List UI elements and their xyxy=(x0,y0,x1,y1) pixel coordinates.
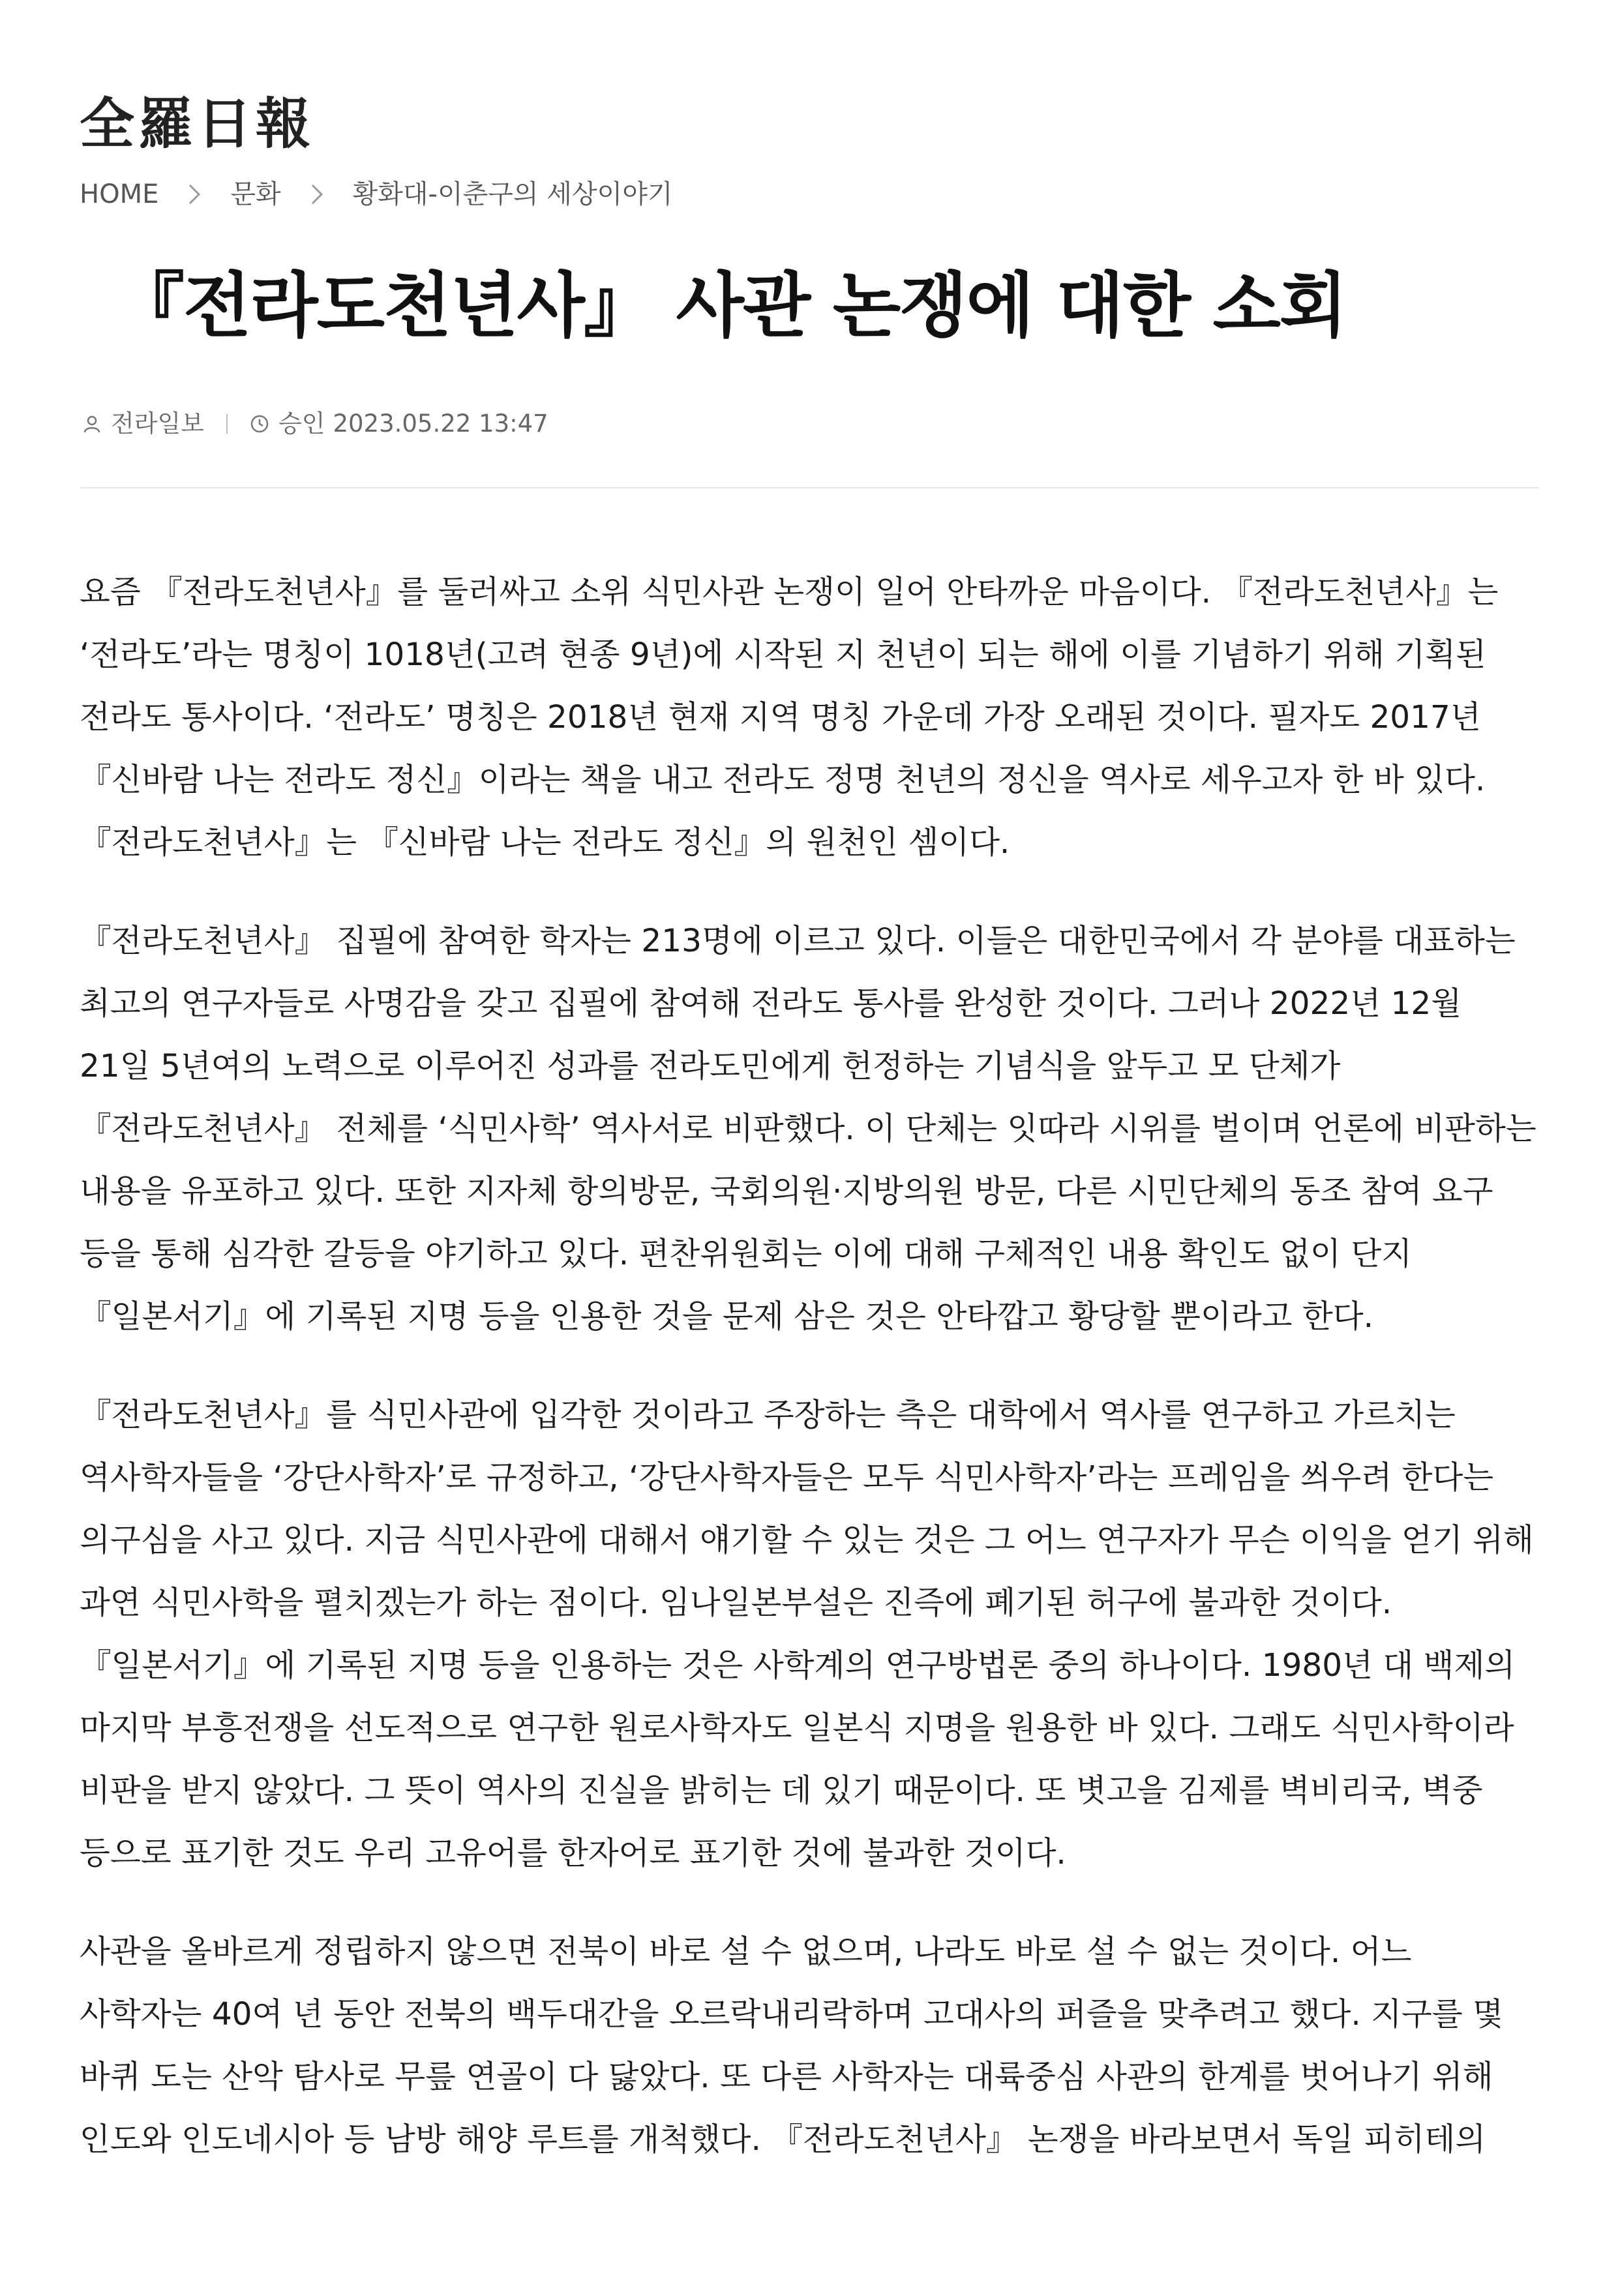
person-icon xyxy=(82,414,102,434)
article-paragraph: 『전라도천년사』 집필에 참여한 학자는 213명에 이르고 있다. 이들은 대한민국에서 각 분야를 대표하는 최고의 연구자들로 사명감을 갖고 집필에 참여해 전라도 통사를 완성한 것이다. 그러나 2022년 12월 21일 5년여의 노력으로 이루어진 성과를 전라도민에게 헌정하는 기념식을 앞두고 모 단체가 『전라도천년사』 전체를 ‘식민사학’ 역사서로 비판했다. 이 단체는 잇따라 시위를 벌이며 언론에 비판하는 내용을 유포하고 있다. 또한 지자체 항의방문, 국회의원·지방의원 방문, 다른 시민단체의 동조 참여 요구 등을 통해 심각한 갈등을 야기하고 있다. 편찬위원회는 이에 대해 구체적인 내용 확인도 없이 단지 『일본서기』에 기록된 지명 등을 인용한 것을 문제 삼은 것은 안타깝고 황당할 뿐이라고 한다. xyxy=(80,923,1536,1335)
article-date xyxy=(250,404,548,443)
meta-divider xyxy=(226,414,228,434)
date-label: 승인 xyxy=(278,410,325,438)
article-body xyxy=(80,561,1540,2207)
breadcrumb-culture[interactable]: 문화 xyxy=(230,179,281,209)
article-author xyxy=(82,404,204,443)
article-meta xyxy=(82,404,548,443)
author-name: 전라일보 xyxy=(111,410,204,438)
article-title: 『전라도천년사』 사관 논쟁에 대한 소회 xyxy=(114,265,1347,347)
header-divider xyxy=(80,487,1539,488)
article-paragraph: 요즘 『전라도천년사』를 둘러싸고 소위 식민사관 논쟁이 일어 안타까운 마음이다. 『전라도천년사』는 ‘전라도’라는 명칭이 1018년(고려 현종 9년)에 시작된 지 천년이 되는 해에 이를 기념하기 위해 기획된 전라도 통사이다. ‘전라도’ 명칭은 2018년 현재 지역 명칭 가운데 가장 오래된 것이다. 필자도 2017년 『신바람 나는 전라도 정신』이라는 책을 내고 전라도 정명 천년의 정신을 역사로 세우고자 한 바 있다. 『전라도천년사』는 『신바람 나는 전라도 정신』의 원천인 셈이다. xyxy=(80,574,1499,861)
date-value: 2023.05.22 13:47 xyxy=(333,410,548,438)
breadcrumb-section[interactable]: 황화대-이춘구의 세상이야기 xyxy=(352,179,673,209)
article-paragraph: 『전라도천년사』를 식민사관에 입각한 것이라고 주장하는 측은 대학에서 역사를 연구하고 가르치는 역사학자들을 ‘강단사학자’로 규정하고, ‘강단사학자들은 모두 식민사학자’라는 프레임을 씌우려 한다는 의구심을 사고 있다. 지금 식민사관에 대해서 얘기할 수 있는 것은 그 어느 연구자가 무슨 이익을 얻기 위해 과연 식민사학을 펼치겠는가 하는 점이다. 임나일본부설은 진즉에 폐기된 허구에 불과한 것이다. 『일본서기』에 기록된 지명 등을 인용하는 것은 사학계의 연구방법론 중의 하나이다. 1980년 대 백제의 마지막 부흥전쟁을 선도적으로 연구한 원로사학자도 일본식 지명을 원용한 바 있다. 그래도 식민사학이라 비판을 받지 않았다. 그 뜻이 역사의 진실을 밝히는 데 있기 때문이다. 또 볏고을 김제를 벽비리국, 벽중 등으로 표기한 것도 우리 고유어를 한자어로 표기한 것에 불과한 것이다. xyxy=(80,1397,1534,1871)
clock-icon xyxy=(250,414,269,434)
chevron-right-icon xyxy=(158,183,230,205)
chevron-right-icon xyxy=(281,183,353,205)
breadcrumb xyxy=(80,175,672,214)
breadcrumb-home[interactable]: HOME xyxy=(80,179,159,209)
article-paragraph: 사관을 올바르게 정립하지 않으면 전북이 바로 설 수 없으며, 나라도 바로 설 수 없는 것이다. 어느 사학자는 40여 년 동안 전북의 백두대간을 오르락내리락하며 고대사의 퍼즐을 맞추려고 했다. 지구를 몇 바퀴 도는 산악 탐사로 무릎 연골이 다 닳았다. 또 다른 사학자는 대륙중심 사관의 한계를 벗어나기 위해 인도와 인도네시아 등 남방 해양 루트를 개척했다. 『전라도천년사』 논쟁을 바라보면서 독일 피히테의 xyxy=(80,1933,1504,2158)
site-logo[interactable]: 全羅日報 xyxy=(80,91,315,156)
